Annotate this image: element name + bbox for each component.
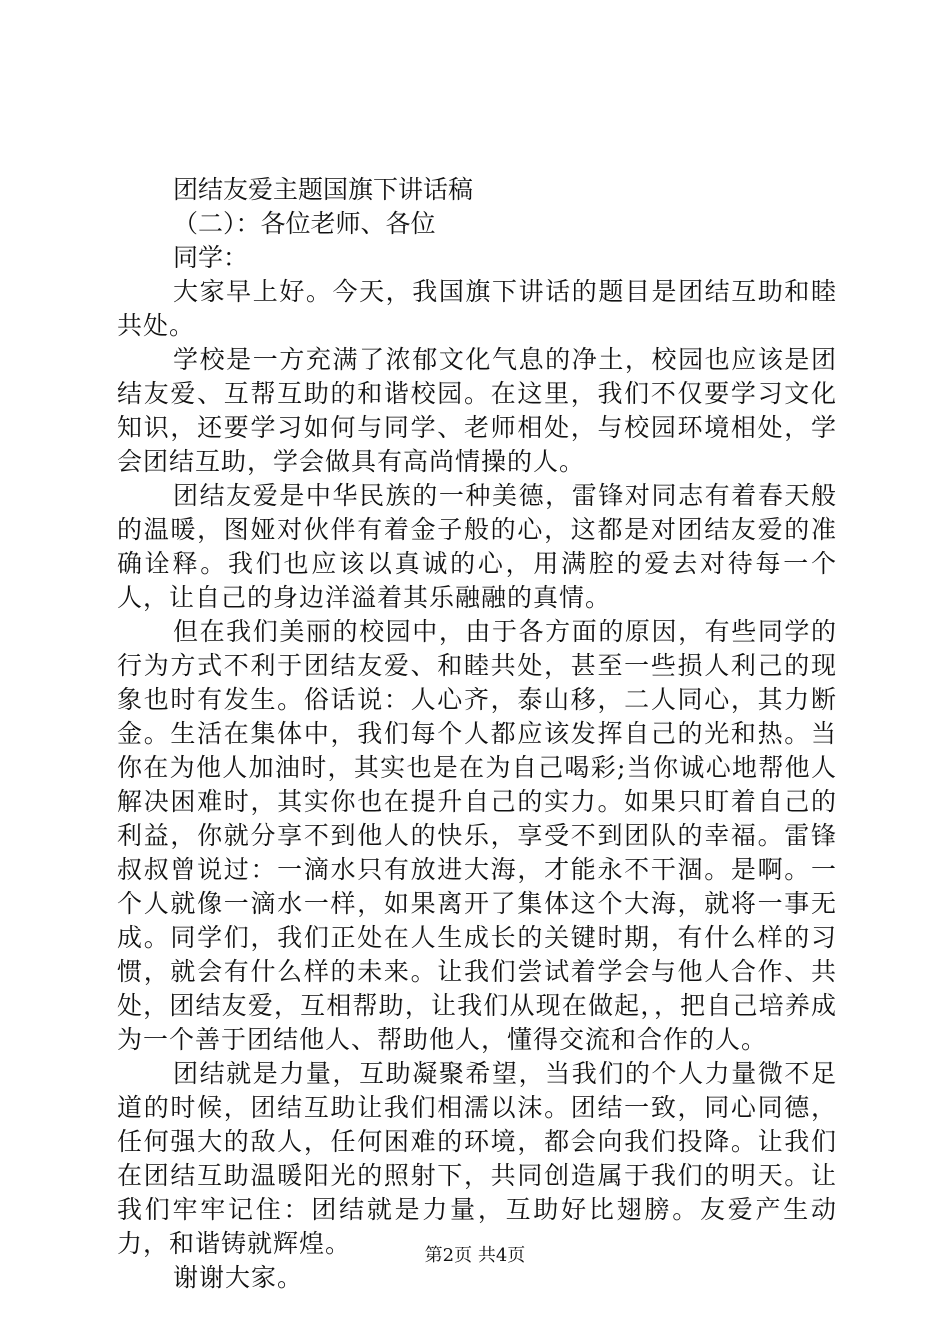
paragraph-thanks: 谢谢大家。 xyxy=(173,1263,304,1292)
paragraph-strength: 团结就是力量，互助凝聚希望，当我们的个人力量微不足道的时候，团结互助让我们相濡以沫。团结一致，同心同德，任何强大的敌人，任何困难的环境，都会向我们投降。让我们在团结互助温暖阳光的照射下，共同创造属于我们的明天。让我们牢牢记住：团结就是力量，互助好比翅膀。友爱产生动力，和谐铸就辉煌。 xyxy=(117,1059,837,1258)
paragraph-campus: 但在我们美丽的校园中，由于各方面的原因，有些同学的行为方式不利于团结友爱、和睦共处，甚至一些损人利己的现象也时有发生。俗话说：人心齐，泰山移，二人同心，其力断金。生活在集体中，我们每个人都应该发挥自己的光和热。当你在为他人加油时，其实也是在为自己喝彩;当你诚心地帮他人解决困难时，其实你也在提升自己的实力。如果只盯着自己的利益，你就分享不到他人的快乐，享受不到团队的幸福。雷锋叔叔曾说过：一滴水只有放进大海，才能永不干涸。是啊。一个人就像一滴水一样，如果离开了集体这个大海，就将一事无成。同学们，我们正处在人生成长的关键时期，有什么样的习惯，就会有什么样的未来。让我们尝试着学会与他人合作、共处，团结友爱，互相帮助，让我们从现在做起，，把自己培养成为一个善于团结他人、帮助他人，懂得交流和合作的人。 xyxy=(117,617,837,1054)
title-line-2: （二）：各位老师、各位 xyxy=(173,209,436,238)
salutation-line: 同学： xyxy=(173,243,249,272)
paragraph-greeting: 大家早上好。今天，我国旗下讲话的题目是团结互助和睦共处。 xyxy=(117,277,837,340)
paragraph-virtue: 团结友爱是中华民族的一种美德，雷锋对同志有着春天般的温暖，图娅对伙伴有着金子般的心，这都是对团结友爱的准确诠释。我们也应该以真诚的心，用满腔的爱去对待每一个人，让自己的身边洋溢着其乐融融的真情。 xyxy=(117,481,837,612)
document-body xyxy=(117,173,837,1295)
page-footer: 第2页 共4页 xyxy=(424,1245,526,1266)
title-line-1: 团结友爱主题国旗下讲话稿 xyxy=(173,175,474,204)
paragraph-school: 学校是一方充满了浓郁文化气息的净土，校园也应该是团结友爱、互帮互助的和谐校园。在这里，我们不仅要学习文化知识，还要学习如何与同学、老师相处，与校园环境相处，学会团结互助，学会做具有高尚情操的人。 xyxy=(117,345,837,476)
